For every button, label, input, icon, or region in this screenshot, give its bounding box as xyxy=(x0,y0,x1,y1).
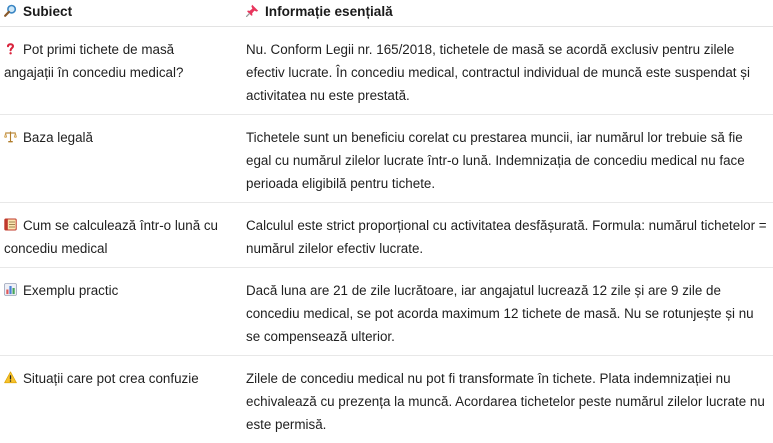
row-subject-text: Exemplu practic xyxy=(23,283,118,298)
column-header-subject-label: Subiect xyxy=(23,4,72,19)
ledger-icon xyxy=(4,218,17,231)
row-subject xyxy=(0,115,240,203)
table-row xyxy=(0,203,773,268)
table-row xyxy=(0,115,773,203)
column-header-subject xyxy=(0,0,240,27)
table-row xyxy=(0,27,773,115)
row-info: Calculul este strict proporțional cu activitatea desfășurată. Formula: numărul tichetelor = numărul zilelor efectiv lucrate. xyxy=(240,203,773,268)
table-row xyxy=(0,356,773,443)
bar-chart-icon xyxy=(4,283,17,296)
table-header-row xyxy=(0,0,773,27)
row-subject xyxy=(0,203,240,268)
row-info: Tichetele sunt un beneficiu corelat cu prestarea muncii, iar numărul lor trebuie să fie egal cu numărul zilelor lucrate într-o lună. Indemnizația de concediu medical nu face perioada eligibilă pentru tichete. xyxy=(240,115,773,203)
warning-icon xyxy=(4,371,17,384)
row-subject-text: Pot primi tichete de masă angajații în concediu medical? xyxy=(4,42,183,80)
magnifier-icon xyxy=(4,4,17,17)
column-header-info-label: Informație esențială xyxy=(265,4,393,19)
pushpin-icon xyxy=(246,4,259,17)
balance-scale-icon xyxy=(4,130,17,143)
row-subject xyxy=(0,27,240,115)
red-question-mark-icon xyxy=(4,42,17,55)
row-subject xyxy=(0,356,240,443)
row-subject-text: Baza legală xyxy=(23,130,93,145)
column-header-info xyxy=(240,0,773,27)
row-info: Nu. Conform Legii nr. 165/2018, tichetele de masă se acordă exclusiv pentru zilele efectiv lucrate. În concediu medical, contractul individual de muncă este suspendat și activitatea nu este prestată. xyxy=(240,27,773,115)
row-subject xyxy=(0,268,240,356)
row-info: Zilele de concediu medical nu pot fi transformate în tichete. Plata indemnizației nu echivalează cu prezența la muncă. Acordarea tichetelor peste numărul zilelor lucrate nu este permisă. xyxy=(240,356,773,443)
row-subject-text: Cum se calculează într-o lună cu concediu medical xyxy=(4,218,218,256)
row-info: Dacă luna are 21 de zile lucrătoare, iar angajatul lucrează 12 zile și are 9 zile de concediu medical, se pot acorda maximum 12 tichete de masă. Nu se rotunjește și nu se compensează ulterior. xyxy=(240,268,773,356)
row-subject-text: Situații care pot crea confuzie xyxy=(23,371,199,386)
table-row xyxy=(0,268,773,356)
